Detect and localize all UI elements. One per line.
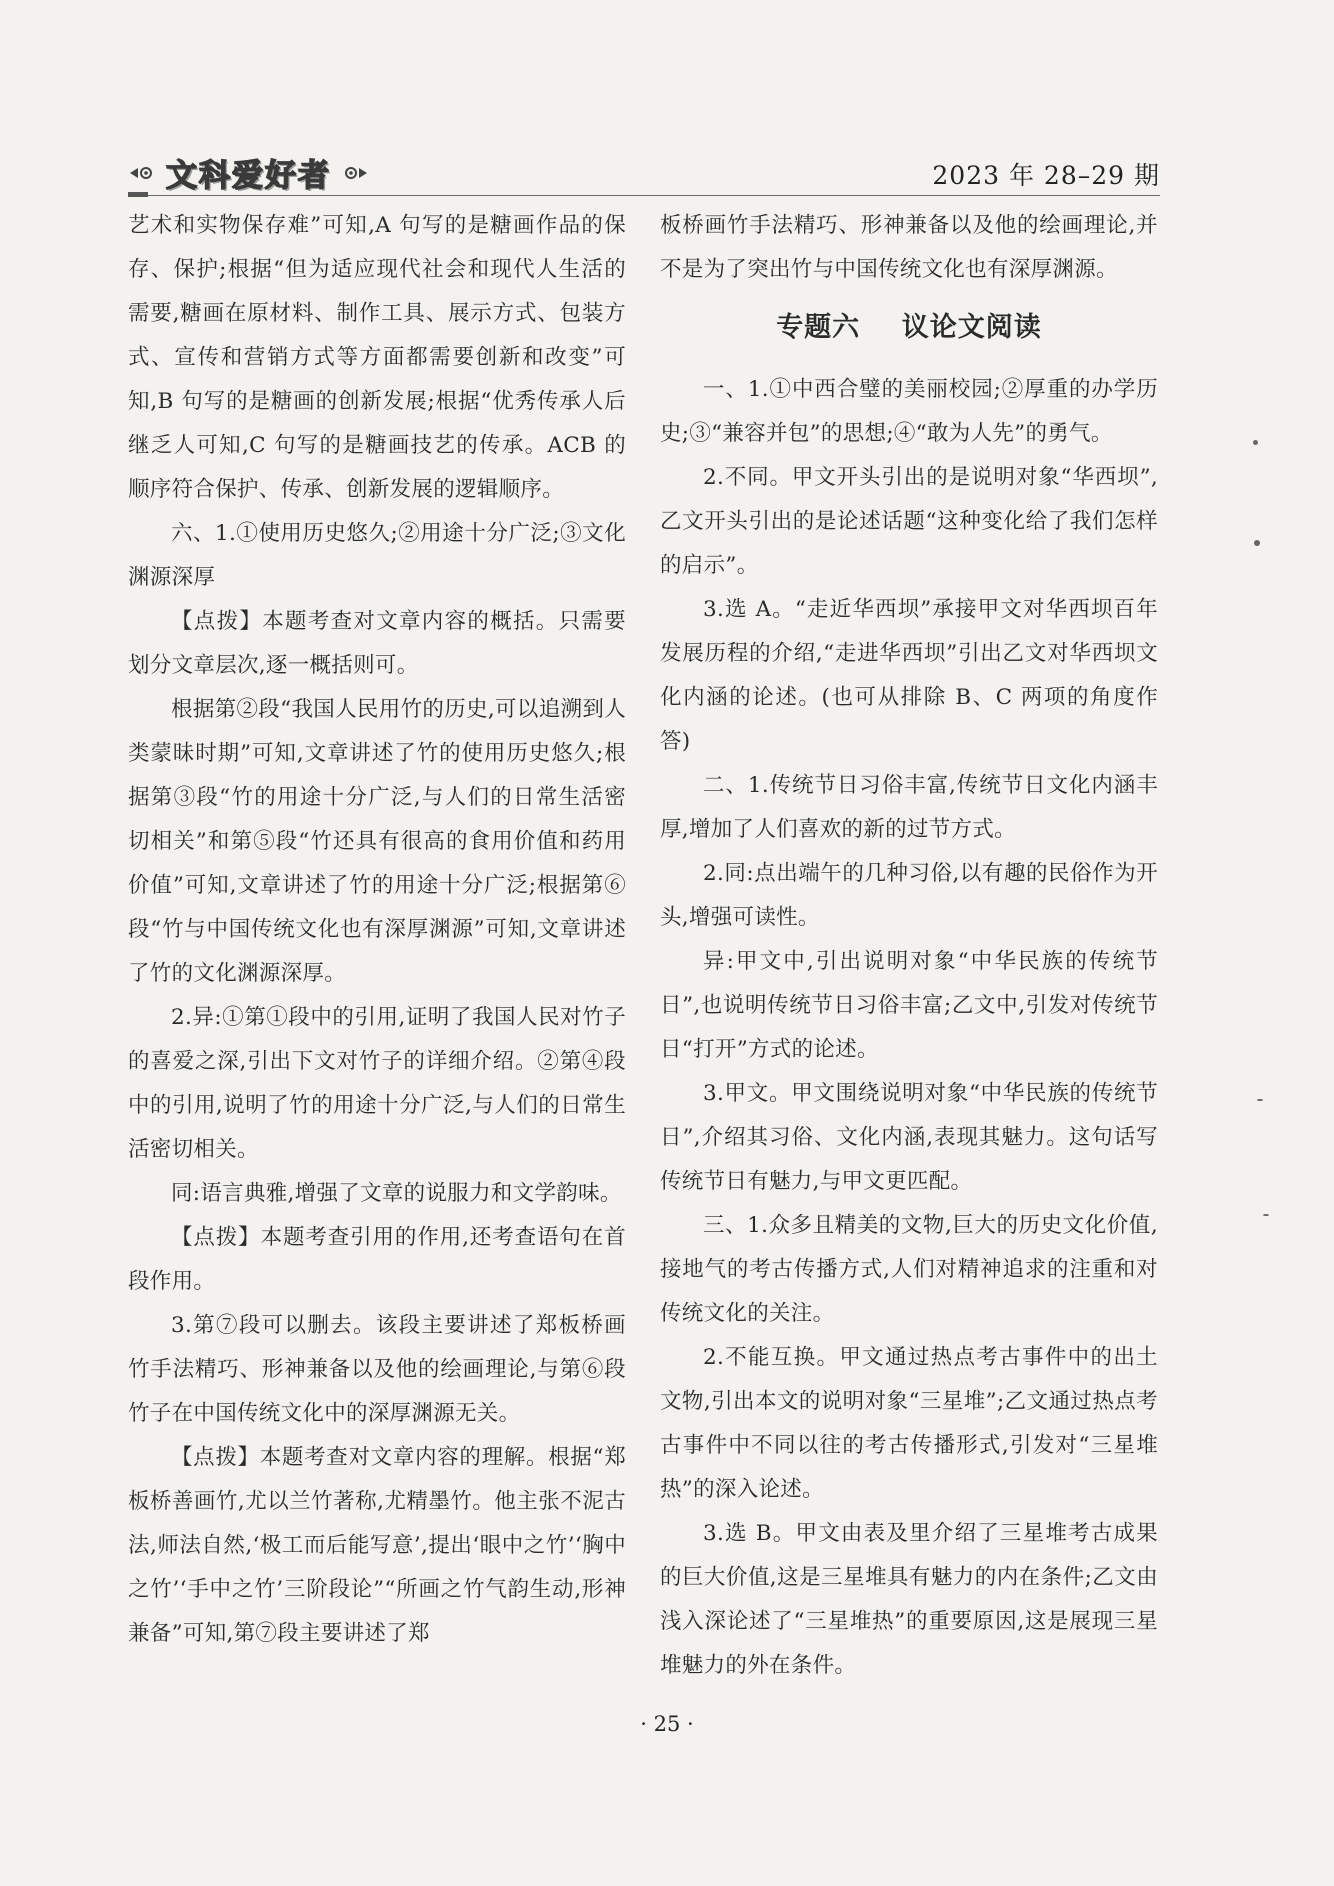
scan-speck: [1254, 540, 1260, 546]
magazine-logo: [128, 150, 369, 195]
paragraph: 一、1.①中西合璧的美丽校园;②厚重的办学历史;③“兼容并包”的思想;④“敢为人先”的勇气。: [660, 377, 1158, 446]
paragraph: 同:语言典雅,增强了文章的说服力和文学韵味。: [171, 1181, 622, 1206]
issue-label: 2023 年 28–29 期: [932, 161, 1160, 190]
paragraph: 二、1.传统节日习俗丰富,传统节日文化内涵丰厚,增加了人们喜欢的新的过节方式。: [660, 773, 1158, 842]
left-column: [128, 204, 626, 1656]
paragraph: 3.甲文。甲文围绕说明对象“中华民族的传统节日”,介绍其习俗、文化内涵,表现其魅力。这句话写传统节日有魅力,与甲文更匹配。: [660, 1081, 1158, 1194]
paragraph: 2.同:点出端午的几种习俗,以有趣的民俗作为开头,增强可读性。: [660, 861, 1158, 930]
left-ornament-icon: [128, 164, 158, 182]
paragraph: 艺术和实物保存难”可知,A 句写的是糖画作品的保存、保护;根据“但为适应现代社会和现代人生活的需要,糖画在原材料、制作工具、展示方式、包装方式、宣传和营销方式等方面都需要创新和改变”可知,B 句写的是糖画的创新发展;根据“优秀传承人后继乏人可知,C 句写的是糖画技艺的传承。ACB 的顺序符合保护、传承、创新发展的逻辑顺序。: [128, 213, 626, 502]
paragraph: 板桥画竹手法精巧、形神兼备以及他的绘画理论,并不是为了突出竹与中国传统文化也有深厚渊源。: [660, 213, 1158, 282]
paragraph: 3.选 A。“走近华西坝”承接甲文对华西坝百年发展历程的介绍,“走进华西坝”引出乙文对华西坝文化内涵的论述。(也可从排除 B、C 两项的角度作答): [660, 597, 1158, 754]
section-title: 专题六 议论文阅读: [776, 312, 1042, 343]
paragraph: 2.不同。甲文开头引出的是说明对象“华西坝”,乙文开头引出的是论述话题“这种变化给了我们怎样的启示”。: [660, 465, 1158, 578]
paragraph: 3.第⑦段可以删去。该段主要讲述了郑板桥画竹手法精巧、形神兼备以及他的绘画理论,与第⑥段竹子在中国传统文化中的深厚渊源无关。: [128, 1313, 626, 1426]
paragraph: 三、1.众多且精美的文物,巨大的历史文化价值,接地气的考古传播方式,人们对精神追求的注重和对传统文化的关注。: [660, 1213, 1158, 1326]
header-rule-accent: [128, 192, 148, 197]
scan-speck: [1263, 1214, 1269, 1216]
paragraph: 【点拨】本题考查对文章内容的概括。只需要划分文章层次,逐一概括则可。: [128, 609, 626, 678]
paragraph: 根据第②段“我国人民用竹的历史,可以追溯到人类蒙昧时期”可知,文章讲述了竹的使用历史悠久;根据第③段“竹的用途十分广泛,与人们的日常生活密切相关”和第⑤段“竹还具有很高的食用价值和药用价值”可知,文章讲述了竹的用途十分广泛;根据第⑥段“竹与中国传统文化也有深厚渊源”可知,文章讲述了竹的文化渊源深厚。: [128, 697, 626, 986]
right-column-answers: [660, 368, 1158, 1688]
paragraph: 3.选 B。甲文由表及里介绍了三星堆考古成果的巨大价值,这是三星堆具有魅力的内在条件;乙文由浅入深论述了“三星堆热”的重要原因,这是展现三星堆魅力的外在条件。: [660, 1521, 1158, 1678]
header-rule: [128, 195, 1160, 196]
paragraph: 【点拨】本题考查对文章内容的理解。根据“郑板桥善画竹,尤以兰竹著称,尤精墨竹。他主张不泥古法,师法自然,‘极工而后能写意’,提出‘眼中之竹’‘胸中之竹’‘手中之竹’三阶段论”“所画之竹气韵生动,形神兼备”可知,第⑦段主要讲述了郑: [128, 1445, 626, 1646]
right-column: [660, 204, 1158, 1688]
right-ornament-icon: [339, 164, 369, 182]
page-number: · 25 ·: [640, 1712, 694, 1736]
paragraph: 异:甲文中,引出说明对象“中华民族的传统节日”,也说明传统节日习俗丰富;乙文中,引发对传统节日“打开”方式的论述。: [660, 949, 1158, 1062]
paragraph: 2.异:①第①段中的引用,证明了我国人民对竹子的喜爱之深,引出下文对竹子的详细介绍。②第④段中的引用,说明了竹的用途十分广泛,与人们的日常生活密切相关。: [128, 1005, 626, 1162]
scan-speck: [1257, 1099, 1263, 1101]
paragraph: 【点拨】本题考查引用的作用,还考查语句在首段作用。: [128, 1225, 626, 1294]
logo-text: 文科爱好者: [166, 158, 331, 194]
paragraph: 六、1.①使用历史悠久;②用途十分广泛;③文化渊源深厚: [128, 521, 626, 590]
scan-speck: [1253, 440, 1258, 445]
page-header: [128, 148, 1160, 196]
paragraph: 2.不能互换。甲文通过热点考古事件中的出土文物,引出本文的说明对象“三星堆”;乙文通过热点考古事件中不同以往的考古传播形式,引发对“三星堆热”的深入论述。: [660, 1345, 1158, 1502]
